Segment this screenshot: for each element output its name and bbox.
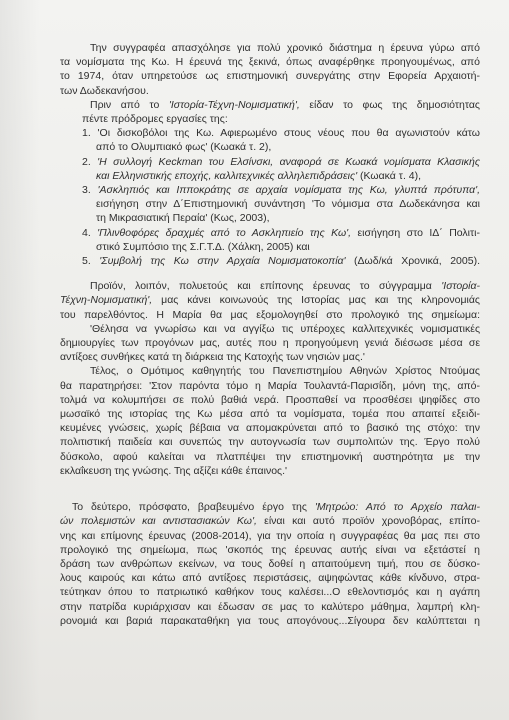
italic-title-segment: και Ελληνιστικής εποχής, καλλιτεχνικές αλληλεπιδράσεις' [96,169,358,182]
text-segment: τη Μικρασιατική Περαία' (Κως, 2003), [96,212,270,225]
text-line [60,585,480,599]
text-segment: του παρελθόντος. Η Μαρία θα μας εξομολογηθεί στο προλογικό της σημείωμα: [60,308,480,321]
text-segment: στικό Συμπόσιο της Σ.Γ.Τ.Δ. (Χάλκη, 2005) και [96,240,310,253]
text-segment: πολιτιστική παιδεία και συνεπώς την αυτογνωσία των συμπολιτών της. Έργο πολύ [60,436,480,449]
text-segment: προλογικό της σημείωμα, πως 'σκοπός της έρευνας αυτής είναι να εξετάστεί η [60,543,480,556]
italic-title-segment: 'Ασκληπιός και Ιπποκράτης σε αρχαία νομίσματα της Κω, γλυπτά πρότυπα', [97,184,480,197]
text-segment: Πριν από το [90,98,169,111]
text-segment: μωσαϊκό της ιστορίας της Κω μέσα από τα νομίσματα, τομέα που απαιτεί εξειδι- [60,408,480,421]
text-segment: (Κωακά τ. 4), [357,169,422,182]
italic-title-segment: ών πολεμιστών και αντιστασιακών Κω', [60,515,257,528]
text-line [60,322,480,336]
text-segment: Τέλος, ο Ομότιμος καθηγητής του Πανεπιστημίου Αθηνών Χρίστος Ντούμας [90,365,480,378]
text-segment: εισήγηση στην Δ΄Επιστημονική συνάντηση 'Το νόμισμα στα Δωδεκάνησα και [96,198,480,211]
text-segment: δράση των ανθρώπων εκείνων, να τους δοθεί η απαιτούμενη τιμή, που σε δύσκο- [60,557,480,570]
text-segment: Το δεύτερο, πρόσφατο, βραβευμένο έργο της [72,501,315,514]
text-line [60,464,480,478]
italic-title-segment: 'Μητρώο: Από το Αρχείο παλαι- [314,501,480,514]
text-line [60,500,480,514]
text-segment: δημιουργίες των προγόνων μας, αυτές που η προηγούμενη γενιά διέσωσε μέσα σε [60,337,480,350]
text-line [60,407,480,421]
text-segment: ρονομιά και βαριά παρακαταθήκη για τους απογόνους...Σίγουρα δεν καλύπτεται η [60,614,480,627]
text-segment: νης και επίμονης έρευνας (2008-2014), για την οποία η συγγραφέας θα μας πει στο [60,529,480,542]
text-line [60,529,480,543]
text-line [60,379,480,393]
text-line [60,112,480,126]
italic-title-segment: 'Η συλλογή Keckman του Ελσίνσκι, αναφορά σε Κωακά νομίσματα Κλασικής [97,155,480,168]
body-text [60,41,480,628]
text-segment: εισήγηση στο ΙΔ΄ Πολιτι- [351,226,480,239]
text-line [60,211,480,225]
text-line [60,254,480,268]
italic-title-segment: 'Πλινθοφόρες δραχμές από το Ασκληπιείο της Κω', [97,226,352,239]
text-segment: αντίξοες συνθήκες κατά τη διάρκεια της Κατοχής των νησιών μας.' [60,351,365,364]
text-segment: τολμά να κολυμπήσει σε πολύ βαθιά νερά. Προσπαθεί να προσθέσει ψηφίδες στο [60,393,480,406]
text-segment: των Δωδεκανήσου. [60,84,149,97]
text-line [60,240,480,254]
text-segment: (Δωδ/κά Χρονικά, 2005). [345,255,480,268]
text-line [60,614,480,628]
text-line [60,600,480,614]
text-line [60,55,480,69]
text-segment: Προϊόν, λοιπόν, πολυετούς και επίπονης έρευνας το σύγγραμμα [90,280,442,293]
text-segment: 'Θέλησα να γνωρίσω και να αγγίξω τις υπέροχες καλλιτεχνικές νομισματικές [90,322,480,335]
text-segment: κευμένες γνώσεις, χωρίς βέβαια να απομακρύνεται από το βασικό της στόχο: την [60,422,480,435]
text-segment: στην πατρίδα κυριάρχισαν και έδωσαν σε μας το καλύτερο μάθημα, λαμπρή κλη- [60,600,480,613]
text-line [60,155,480,169]
text-line [60,293,480,307]
text-line [60,421,480,435]
text-line [60,435,480,449]
text-segment: πέντε πρόδρομες εργασίες της: [82,113,228,126]
text-line [60,543,480,557]
text-segment: εκλαΐκευση της γνώσης. Της αξίζει κάθε έπαινος.' [60,464,288,477]
text-segment: είναι και αυτό προϊόν χρονοβόρας, επίπο- [256,515,480,528]
text-line [60,183,480,197]
text-segment: 4. [82,226,98,239]
text-line [60,336,480,350]
text-line [60,197,480,211]
text-segment: τεύτηκαν όπου το πατριωτικό καθήκον τους καλέσει...Ο εθελοντισμός και η αγάπη [60,586,480,599]
text-segment: μας κάνει κοινωνούς της Ιστορίας μας και της κληρονομιάς [152,294,480,307]
text-line [60,41,480,55]
text-line [60,571,480,585]
text-line [60,350,480,364]
text-segment: από το Ολυμπιακό φως' (Κωακά τ. 2), [96,141,272,154]
text-segment: Την συγγραφέα απασχόλησε για πολύ χρονικό διάστημα η έρευνα γύρω από [90,42,480,54]
text-segment: το 1974, όταν υπηρετούσε ως επιστημονική συνεργάτης στην Εφορεία Αρχαιοτή- [60,70,480,83]
paragraph-gap [60,268,480,279]
paragraph-gap [60,478,480,500]
text-line [60,126,480,140]
text-line [60,450,480,464]
italic-title-segment: 'Συμβολή της Κω στην Αρχαία Νομισματοκοπία' [99,255,346,268]
italic-title-segment: Τέχνη-Νομισματική', [60,294,153,307]
text-line [60,279,480,293]
italic-title-segment: 'Ιστορία- [441,280,480,293]
text-line [60,140,480,154]
text-segment: είδαν το φως της δημοσιότητας [299,98,480,111]
text-line [60,308,480,322]
text-line [60,98,480,112]
text-line [60,364,480,378]
text-line [60,514,480,528]
text-line [60,69,480,83]
italic-title-segment: 'Ιστορία-Τέχνη-Νομισματική', [168,98,300,111]
text-line [60,169,480,183]
text-line [60,84,480,98]
text-segment: 3. [82,184,98,197]
text-segment: 5. [82,255,100,268]
text-segment: τα νομίσματα της Κω. Η έρευνά της ξεκινά, όπως αναφέρθηκε προηγουμένως, από [60,56,480,69]
text-segment: 2. [82,155,98,168]
text-line [60,393,480,407]
text-segment: 1. 'Οι δισκοβόλοι της Κω. Αφιερωμένο στους νέους που θα αγωνιστούν κάτω [82,127,480,140]
text-segment: λους καιρούς και κάτω από αντίξοες περιστάσεις, αψηφώντας κάθε κίνδυνο, στρα- [60,572,480,585]
text-line [60,226,480,240]
text-segment: θα παρατηρήσει: 'Στον παρόντα τόμο η Μαρία Τουλαντά-Παρισίδη, μόνη της, από- [60,379,480,392]
text-segment: δύσκολο, αφού καλείται να πλατπέψει την επιστημονική αυστηρότητα με την [60,450,480,463]
text-line [60,557,480,571]
